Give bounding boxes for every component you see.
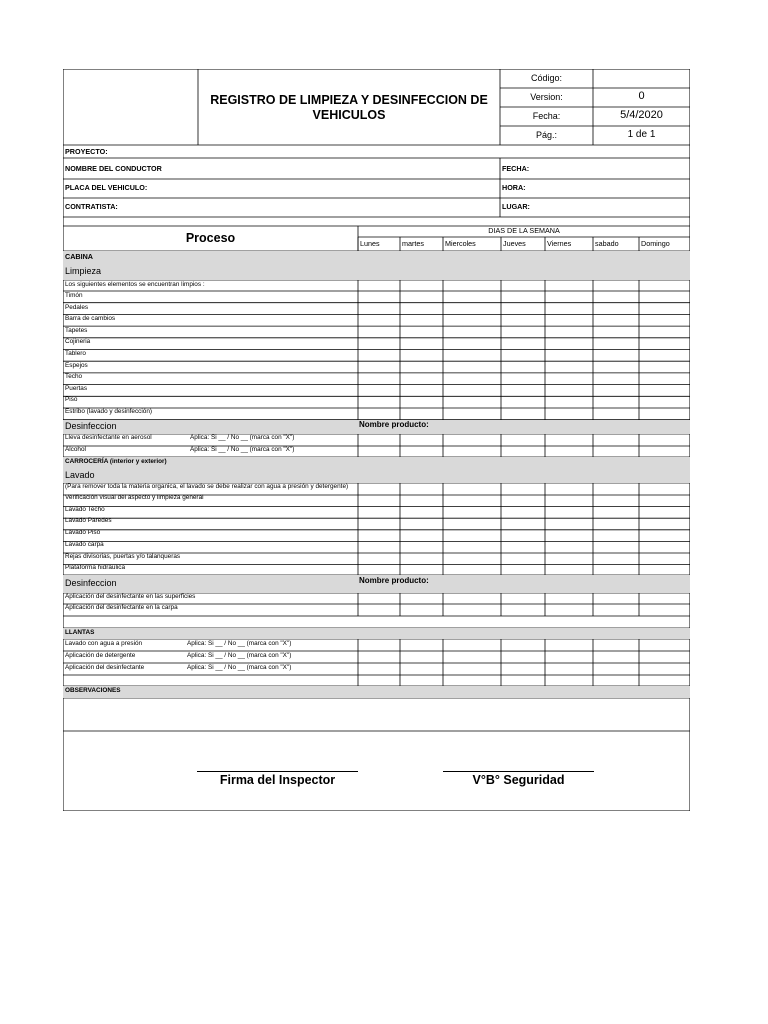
- limpieza-row-shade: [63, 263, 690, 280]
- llantas-aplica-lavado: Aplica: Si __ / No __ (marca con "X"): [187, 640, 292, 647]
- cabina-item: Espejos: [65, 361, 88, 369]
- pag-label: Pág.:: [535, 130, 557, 140]
- cabina-item: Barra de cambios: [65, 315, 116, 323]
- carroceria-desinf-carpa: Aplicación del desinfectante en la carpa: [65, 604, 178, 611]
- cabina-section: CABINA: [65, 252, 93, 261]
- day-header-1: martes: [402, 239, 424, 248]
- cabina-item: Pedales: [65, 303, 89, 311]
- observaciones-row-shade: [63, 686, 690, 698]
- cleaning-form: [63, 69, 690, 811]
- carroceria-desinf-superficies: Aplicación del desinfectante en las superficies: [65, 593, 196, 600]
- desinfeccion-carroceria-heading: Desinfeccion: [65, 578, 117, 588]
- contratista-label: CONTRATISTA:: [65, 202, 118, 211]
- carroceria-item: Rejas divisorias, puertas y/o talanqueras: [65, 552, 181, 560]
- hora-label: HORA:: [502, 183, 526, 192]
- day-header-0: Lunes: [360, 239, 380, 248]
- cabina-item: Puertas: [65, 384, 88, 392]
- desinfeccion-cabina-heading: Desinfeccion: [65, 421, 117, 431]
- conductor-label: NOMBRE DEL CONDUCTOR: [65, 164, 162, 173]
- firma-inspector-label: Firma del Inspector: [219, 773, 336, 787]
- placa-label: PLACA DEL VEHICULO:: [65, 183, 148, 192]
- cabina-row-shade: [63, 251, 690, 263]
- day-header-4: Viernes: [547, 239, 572, 248]
- carroceria-section: CARROCERÍA (interior y exterior): [65, 458, 167, 465]
- llantas-section: LLANTAS: [65, 629, 95, 636]
- limpieza-heading: Limpieza: [65, 266, 102, 276]
- day-header-6: Domingo: [641, 239, 670, 248]
- llantas-item-lavado: Lavado con agua a presión: [65, 640, 143, 647]
- llantas-item-desinfectante: Aplicación del desinfectante: [65, 664, 145, 671]
- desinf-item-aerosol: Lleva desinfectante en aerosol: [65, 434, 152, 441]
- desinf-item-alcohol: Alcohol: [65, 446, 86, 453]
- day-header-3: Jueves: [503, 239, 526, 248]
- carroceria-item: Verificación visual del aspecto y limpieza general: [65, 494, 204, 501]
- carroceria-item: Lavado carpa: [65, 540, 104, 548]
- lavado-row-shade: [63, 469, 690, 483]
- inspector-signature-line[interactable]: [197, 771, 358, 772]
- cabina-item: Tablero: [65, 350, 86, 357]
- llantas-item-detergente: Aplicación de detergente: [65, 652, 136, 659]
- dias-semana-header: DIAS DE LA SEMANA: [488, 226, 560, 235]
- limpieza-intro: Los siguientes elementos se encuentran limpios :: [65, 281, 205, 288]
- aplica-aerosol: Aplica: Si __ / No __ (marca con "X"): [190, 434, 295, 441]
- version-value: 0: [638, 90, 645, 102]
- aplica-alcohol: Aplica: Si __ / No __ (marca con "X"): [190, 446, 295, 453]
- fecha-value: 5/4/2020: [620, 109, 663, 121]
- form-title-line1: REGISTRO DE LIMPIEZA Y DESINFECCION DE: [210, 93, 488, 107]
- day-header-5: sabado: [595, 239, 619, 248]
- proyecto-label: PROYECTO:: [65, 147, 108, 156]
- cabina-item: Tapetes: [65, 326, 88, 334]
- cabina-item: Cojineria: [65, 338, 91, 346]
- lavado-note: (Para remover toda la materia organica, el lavado se debe realizar con agua a presión y detergente): [65, 483, 349, 490]
- cabina-item: Techo: [65, 373, 83, 381]
- proceso-header: Proceso: [185, 231, 236, 245]
- seguridad-signature-line[interactable]: [443, 771, 594, 772]
- llantas-row-shade: [63, 628, 690, 639]
- lavado-heading: Lavado: [65, 470, 95, 480]
- carroceria-item: Plataforma hidráulica: [65, 564, 126, 572]
- pag-value: 1 de 1: [627, 129, 656, 140]
- llantas-aplica-detergente: Aplica: Si __ / No __ (marca con "X"): [187, 652, 292, 659]
- codigo-label: Código:: [530, 73, 563, 83]
- vb-seguridad-label: V°B° Seguridad: [472, 773, 565, 787]
- version-label: Version:: [530, 92, 563, 102]
- form-title-line2: VEHICULOS: [312, 108, 386, 122]
- carroceria-item: Lavado Techo: [65, 505, 105, 513]
- cabina-item: Estribo (lavado y desinfección): [65, 408, 153, 415]
- cabina-item: Piso: [65, 396, 78, 404]
- llantas-aplica-desinfectante: Aplica: Si __ / No __ (marca con "X"): [187, 664, 292, 671]
- cabina-item: Timón: [65, 292, 83, 299]
- observaciones-field[interactable]: [63, 698, 690, 731]
- observaciones-section: OBSERVACIONES: [65, 687, 121, 694]
- lugar-label: LUGAR:: [502, 202, 530, 211]
- info-fecha-label: FECHA:: [502, 164, 530, 173]
- nombre-producto-cabina: Nombre producto:: [359, 420, 429, 429]
- carroceria-item: Lavado Paredes: [65, 517, 112, 525]
- fecha-label: Fecha:: [532, 111, 561, 121]
- day-header-2: Miercoles: [445, 239, 476, 248]
- carroceria-item: Lavado Piso: [65, 529, 101, 537]
- nombre-producto-carroceria: Nombre producto:: [359, 576, 429, 585]
